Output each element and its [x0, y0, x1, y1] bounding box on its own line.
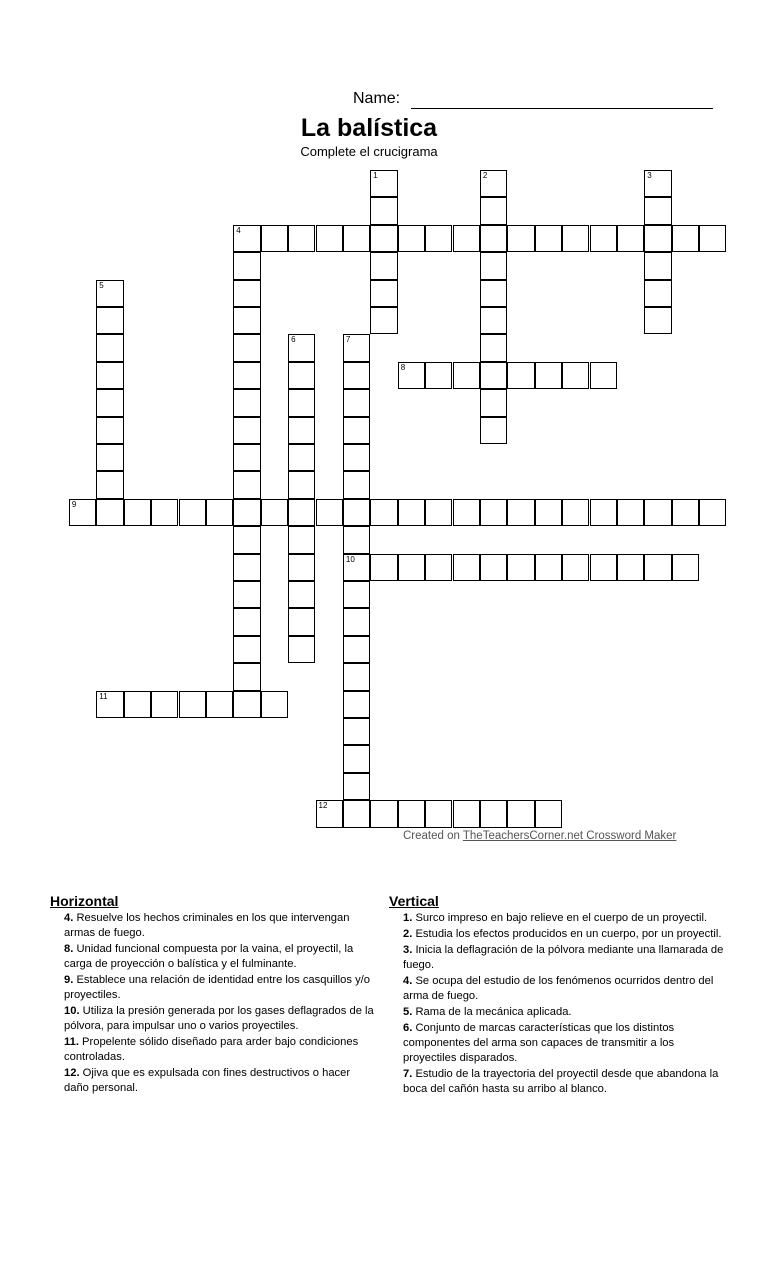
crossword-cell[interactable]	[343, 663, 370, 690]
crossword-cell[interactable]	[480, 417, 507, 444]
crossword-cell[interactable]	[425, 554, 452, 581]
crossword-cell[interactable]	[672, 499, 699, 526]
crossword-cell[interactable]	[288, 225, 315, 252]
crossword-cell[interactable]	[96, 691, 123, 718]
crossword-cell[interactable]	[288, 417, 315, 444]
crossword-cell[interactable]	[261, 225, 288, 252]
crossword-cell[interactable]	[617, 225, 644, 252]
clue-number: 10	[345, 554, 355, 564]
crossword-cell[interactable]	[480, 225, 507, 252]
crossword-cell[interactable]	[343, 800, 370, 827]
crossword-cell[interactable]	[343, 608, 370, 635]
crossword-cell[interactable]	[96, 362, 123, 389]
vertical-heading: Vertical	[389, 893, 439, 909]
crossword-cell[interactable]	[453, 554, 480, 581]
crossword-cell[interactable]	[343, 745, 370, 772]
clue-number: 9	[71, 499, 77, 509]
clue-number: 4.	[64, 912, 74, 924]
crossword-cell[interactable]	[288, 471, 315, 498]
horizontal-clue	[64, 1066, 375, 1096]
crossword-cell[interactable]	[233, 417, 260, 444]
credit-prefix: Created on	[403, 830, 463, 842]
crossword-cell[interactable]	[535, 554, 562, 581]
crossword-cell[interactable]	[288, 444, 315, 471]
crossword-cell[interactable]	[233, 362, 260, 389]
crossword-cell[interactable]	[343, 554, 370, 581]
crossword-cell[interactable]	[343, 691, 370, 718]
crossword-cell[interactable]	[343, 444, 370, 471]
clue-text: Surco impreso en bajo relieve en el cuerpo de un proyectil.	[412, 912, 708, 924]
clue-number: 3.	[403, 944, 413, 956]
crossword-cell[interactable]	[233, 471, 260, 498]
crossword-cell[interactable]	[590, 362, 617, 389]
crossword-cell[interactable]	[590, 225, 617, 252]
crossword-cell[interactable]	[370, 280, 397, 307]
horizontal-clues	[50, 893, 375, 1097]
clue-text: Inicia la deflagración de la pólvora mediante una llamarada de fuego.	[403, 944, 724, 971]
crossword-cell[interactable]	[96, 417, 123, 444]
crossword-cell[interactable]	[507, 554, 534, 581]
crossword-cell[interactable]	[480, 362, 507, 389]
clue-number: 2	[482, 171, 488, 180]
clue-text: Unidad funcional compuesta por la vaina, el proyectil, la carga de proyección o balística y el fulminante.	[64, 943, 354, 970]
crossword-cell[interactable]	[672, 225, 699, 252]
crossword-cell[interactable]	[398, 499, 425, 526]
crossword-cell[interactable]	[233, 444, 260, 471]
page-subtitle: Complete el crucigrama	[300, 144, 438, 159]
crossword-cell[interactable]	[507, 800, 534, 827]
crossword-cell[interactable]	[617, 554, 644, 581]
crossword-cell[interactable]	[644, 499, 671, 526]
crossword-cell[interactable]	[288, 389, 315, 416]
crossword-cell[interactable]	[69, 499, 96, 526]
clue-text: Se ocupa del estudio de los fenómenos ocurridos dentro del arma de fuego.	[403, 975, 714, 1002]
crossword-cell[interactable]	[590, 499, 617, 526]
crossword-cell[interactable]	[233, 581, 260, 608]
clue-text: Establece una relación de identidad entre los casquillos y/o proyectiles.	[64, 974, 370, 1001]
crossword-cell[interactable]	[233, 554, 260, 581]
crossword-cell[interactable]	[480, 554, 507, 581]
crossword-cell[interactable]	[535, 362, 562, 389]
crossword-cell[interactable]	[233, 636, 260, 663]
crossword-cell[interactable]	[233, 307, 260, 334]
horizontal-heading: Horizontal	[50, 893, 119, 909]
crossword-cell[interactable]	[425, 225, 452, 252]
crossword-cell[interactable]	[644, 307, 671, 334]
crossword-cell[interactable]	[617, 499, 644, 526]
crossword-cell[interactable]	[343, 773, 370, 800]
crossword-cell[interactable]	[507, 499, 534, 526]
clue-text: Estudio de la trayectoria del proyectil desde que abandona la boca del cañón hasta su arribo al blanco.	[403, 1068, 719, 1095]
vertical-clue	[403, 1005, 724, 1020]
crossword-cell[interactable]	[672, 554, 699, 581]
crossword-cell[interactable]	[288, 608, 315, 635]
crossword-cell[interactable]	[370, 252, 397, 279]
crossword-cell[interactable]	[480, 800, 507, 827]
crossword-cell[interactable]	[316, 499, 343, 526]
crossword-cell[interactable]	[316, 800, 343, 827]
crossword-cell[interactable]	[425, 362, 452, 389]
crossword-cell[interactable]	[699, 225, 726, 252]
crossword-cell[interactable]	[151, 499, 178, 526]
crossword-cell[interactable]	[343, 636, 370, 663]
crossword-cell[interactable]	[425, 800, 452, 827]
crossword-cell[interactable]	[343, 334, 370, 361]
horizontal-clue	[64, 973, 375, 1003]
crossword-cell[interactable]	[370, 170, 397, 197]
clue-number: 7.	[403, 1068, 413, 1080]
crossword-cell[interactable]	[96, 280, 123, 307]
crossword-cell[interactable]	[233, 691, 260, 718]
crossword-cell[interactable]	[261, 691, 288, 718]
vertical-clues	[389, 893, 724, 1098]
name-label: Name:	[353, 90, 401, 107]
crossword-cell[interactable]	[398, 225, 425, 252]
crossword-cell[interactable]	[179, 499, 206, 526]
crossword-cell[interactable]	[316, 225, 343, 252]
crossword-cell[interactable]	[288, 554, 315, 581]
horizontal-clue	[64, 1035, 375, 1065]
clue-number: 4.	[403, 975, 413, 987]
crossword-cell[interactable]	[644, 280, 671, 307]
clue-text: Ojiva que es expulsada con fines destructivos o hacer daño personal.	[64, 1067, 351, 1094]
clue-number: 11	[99, 691, 108, 701]
crossword-cell[interactable]	[370, 225, 397, 252]
crossword-cell[interactable]	[288, 526, 315, 553]
crossword-cell[interactable]	[343, 499, 370, 526]
clue-number: 4	[236, 225, 241, 235]
crossword-cell[interactable]	[480, 280, 507, 307]
crossword-cell[interactable]	[288, 581, 315, 608]
crossword-cell[interactable]	[370, 499, 397, 526]
crossword-cell[interactable]	[425, 499, 452, 526]
crossword-cell[interactable]	[233, 526, 260, 553]
crossword-cell[interactable]	[233, 499, 260, 526]
credit-link[interactable]: TheTeachersCorner.net Crossword Maker	[462, 830, 677, 842]
crossword-cell[interactable]	[398, 800, 425, 827]
crossword-cell[interactable]	[233, 334, 260, 361]
crossword-cell[interactable]	[480, 197, 507, 224]
crossword-cell[interactable]	[288, 636, 315, 663]
clue-number: 3	[647, 171, 652, 180]
crossword-cell[interactable]	[562, 362, 589, 389]
clue-number: 6	[291, 335, 296, 345]
crossword-cell[interactable]	[644, 170, 671, 197]
crossword-cell[interactable]	[288, 334, 315, 361]
crossword-cell[interactable]	[96, 307, 123, 334]
crossword-cell[interactable]	[343, 526, 370, 553]
crossword-cell[interactable]	[480, 389, 507, 416]
crossword-cell[interactable]	[233, 225, 260, 252]
crossword-cell[interactable]	[535, 225, 562, 252]
crossword-cell[interactable]	[699, 499, 726, 526]
crossword-cell[interactable]	[124, 499, 151, 526]
clue-number: 7	[345, 335, 351, 345]
clue-text: Utiliza la presión generada por los gases deflagrados de la pólvora, para impulsar uno o varios proyectiles.	[64, 1005, 374, 1032]
clue-number: 12.	[64, 1067, 80, 1079]
crossword-cell[interactable]	[96, 499, 123, 526]
crossword-cell[interactable]	[398, 362, 425, 389]
clue-number: 5	[99, 280, 104, 290]
crossword-cell[interactable]	[96, 444, 123, 471]
crossword-cell[interactable]	[233, 663, 260, 690]
crossword-cell[interactable]	[233, 389, 260, 416]
horizontal-clue	[64, 911, 375, 941]
crossword-cell[interactable]	[562, 225, 589, 252]
crossword-cell[interactable]	[261, 499, 288, 526]
crossword-cell[interactable]	[453, 225, 480, 252]
horizontal-clue	[64, 1004, 375, 1034]
crossword-cell[interactable]	[370, 307, 397, 334]
crossword-cell[interactable]	[96, 334, 123, 361]
crossword-cell[interactable]	[343, 225, 370, 252]
clue-number: 1	[373, 171, 378, 180]
clue-number: 11.	[64, 1036, 79, 1048]
crossword-cell[interactable]	[288, 499, 315, 526]
clue-number: 8.	[64, 943, 74, 955]
crossword-cell[interactable]	[370, 800, 397, 827]
crossword-cell[interactable]	[644, 554, 671, 581]
credit-line	[403, 830, 676, 842]
crossword-cell[interactable]	[480, 334, 507, 361]
crossword-cell[interactable]	[562, 499, 589, 526]
clue-text: Propelente sólido diseñado para arder bajo condiciones controladas.	[64, 1036, 359, 1063]
crossword-cell[interactable]	[288, 362, 315, 389]
crossword-cell[interactable]	[507, 225, 534, 252]
clue-number: 9.	[64, 974, 74, 986]
clue-number: 5.	[403, 1006, 413, 1018]
vertical-clue	[403, 911, 724, 926]
clue-number: 1.	[403, 912, 413, 924]
clue-text: Conjunto de marcas características que los distintos componentes del arma son capaces de transmitir a los proyectiles disparados.	[403, 1022, 675, 1064]
crossword-cell[interactable]	[343, 362, 370, 389]
crossword-cell[interactable]	[480, 307, 507, 334]
vertical-clue	[403, 927, 724, 942]
crossword-cell[interactable]	[96, 389, 123, 416]
vertical-clue	[403, 1021, 724, 1066]
crossword-cell[interactable]	[480, 499, 507, 526]
clue-text: Resuelve los hechos criminales en los que intervengan armas de fuego.	[64, 912, 350, 939]
crossword-cell[interactable]	[96, 471, 123, 498]
clue-number: 2.	[403, 928, 413, 940]
crossword-cell[interactable]	[535, 800, 562, 827]
horizontal-clue	[64, 942, 375, 972]
crossword-cell[interactable]	[179, 691, 206, 718]
crossword-cell[interactable]	[453, 499, 480, 526]
page-title: La balística	[300, 114, 438, 142]
crossword-cell[interactable]	[151, 691, 178, 718]
crossword-cell[interactable]	[206, 691, 233, 718]
crossword-cell[interactable]	[370, 554, 397, 581]
crossword-cell[interactable]	[644, 252, 671, 279]
crossword-cell[interactable]	[453, 800, 480, 827]
clue-number: 6.	[403, 1022, 413, 1034]
vertical-clue	[403, 1067, 724, 1097]
crossword-cell[interactable]	[206, 499, 233, 526]
clue-text: Estudia los efectos producidos en un cuerpo, por un proyectil.	[412, 928, 722, 940]
vertical-clue	[403, 943, 724, 973]
clue-number: 10.	[64, 1005, 80, 1017]
crossword-cell[interactable]	[590, 554, 617, 581]
crossword-cell[interactable]	[480, 252, 507, 279]
crossword-cell[interactable]	[343, 718, 370, 745]
crossword-cell[interactable]	[343, 417, 370, 444]
crossword-cell[interactable]	[398, 554, 425, 581]
crossword-cell[interactable]	[644, 225, 671, 252]
crossword-cell[interactable]	[480, 170, 507, 197]
crossword-cell[interactable]	[343, 581, 370, 608]
crossword-cell[interactable]	[233, 252, 260, 279]
clue-number: 8	[400, 362, 406, 372]
crossword-cell[interactable]	[535, 499, 562, 526]
crossword-cell[interactable]	[233, 280, 260, 307]
crossword-cell[interactable]	[562, 554, 589, 581]
crossword-cell[interactable]	[124, 691, 151, 718]
crossword-cell[interactable]	[343, 389, 370, 416]
clue-text: Rama de la mecánica aplicada.	[412, 1006, 572, 1018]
crossword-cell[interactable]	[453, 362, 480, 389]
crossword-cell[interactable]	[644, 197, 671, 224]
crossword-cell[interactable]	[507, 362, 534, 389]
crossword-cell[interactable]	[370, 197, 397, 224]
crossword-cell[interactable]	[233, 608, 260, 635]
crossword-cell[interactable]	[343, 471, 370, 498]
clue-number: 12	[318, 801, 328, 811]
vertical-clue	[403, 974, 724, 1004]
